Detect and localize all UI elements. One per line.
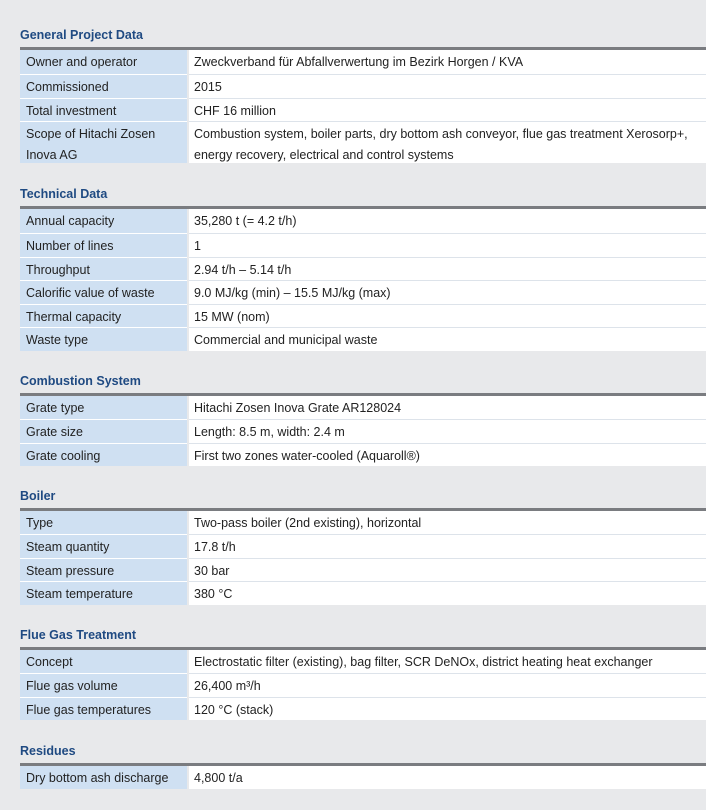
row-value: First two zones water-cooled (Aquaroll®) [194, 449, 420, 463]
table-row [20, 650, 706, 673]
section-title: General Project Data [20, 28, 143, 42]
row-value: 380 °C [194, 587, 233, 601]
row-label: Steam quantity [26, 540, 110, 554]
row-value: 120 °C (stack) [194, 703, 274, 717]
row-label: Waste type [26, 333, 89, 347]
row-label: Commissioned [26, 80, 109, 94]
table-row [20, 209, 706, 233]
table-row [20, 327, 706, 351]
row-value: 1 [194, 239, 201, 253]
table-row [20, 443, 706, 466]
table-row [20, 50, 706, 74]
row-label: Scope of Hitachi Zosen Inova AG [26, 127, 156, 162]
row-label: Throughput [26, 263, 90, 277]
table-row [20, 233, 706, 257]
row-label: Grate cooling [26, 449, 101, 463]
row-value: Commercial and municipal waste [194, 333, 378, 347]
row-label: Total investment [26, 104, 117, 118]
row-label: Dry bottom ash discharge [26, 771, 169, 785]
row-value: 26,400 m³/h [194, 679, 261, 693]
section-title: Combustion System [20, 374, 141, 388]
row-value: 2015 [194, 80, 222, 94]
table-row [20, 98, 706, 121]
table-row [20, 396, 706, 419]
table-row [20, 766, 706, 789]
table-row [20, 581, 706, 605]
row-label: Concept [26, 655, 73, 669]
row-value: 9.0 MJ/kg (min) – 15.5 MJ/kg (max) [194, 286, 391, 300]
row-label: Grate size [26, 425, 83, 439]
row-value: 4,800 t/a [194, 771, 243, 785]
row-value: 2.94 t/h – 5.14 t/h [194, 263, 292, 277]
row-label: Steam pressure [26, 564, 115, 578]
row-value: Two-pass boiler (2nd existing), horizontal [194, 516, 422, 530]
row-label: Flue gas volume [26, 679, 118, 693]
row-label: Grate type [26, 401, 85, 415]
table-row [20, 534, 706, 558]
row-value: Combustion system, boiler parts, dry bottom ash conveyor, flue gas treatment Xerosorp+, energy recovery, electrical and control systems [194, 127, 688, 162]
row-value: CHF 16 million [194, 104, 276, 118]
row-value: Length: 8.5 m, width: 2.4 m [194, 425, 345, 439]
row-value: 35,280 t (= 4.2 t/h) [194, 214, 297, 228]
table-row [20, 511, 706, 534]
row-label: Owner and operator [26, 55, 138, 69]
table-row [20, 697, 706, 720]
table-row [20, 121, 706, 163]
section-title: Residues [20, 744, 76, 758]
row-value: 17.8 t/h [194, 540, 236, 554]
table-row [20, 558, 706, 581]
row-value: Hitachi Zosen Inova Grate AR128024 [194, 401, 402, 415]
table-row [20, 304, 706, 327]
row-label: Calorific value of waste [26, 286, 155, 300]
row-value: Zweckverband für Abfallverwertung im Bezirk Horgen / KVA [194, 55, 524, 69]
row-value: 30 bar [194, 564, 230, 578]
table-row [20, 74, 706, 98]
row-label: Thermal capacity [26, 310, 122, 324]
row-label: Steam temperature [26, 587, 133, 601]
row-label: Type [26, 516, 54, 530]
section-title: Technical Data [20, 187, 108, 201]
table-row [20, 257, 706, 280]
row-value: Electrostatic filter (existing), bag filter, SCR DeNOx, district heating heat exchanger [194, 655, 653, 669]
section-title: Boiler [20, 489, 56, 503]
row-label: Flue gas temperatures [26, 703, 152, 717]
table-row [20, 419, 706, 443]
row-value: 15 MW (nom) [194, 310, 270, 324]
row-label: Number of lines [26, 239, 114, 253]
table-row [20, 673, 706, 697]
section-title: Flue Gas Treatment [20, 628, 137, 642]
row-label: Annual capacity [26, 214, 115, 228]
table-row [20, 280, 706, 304]
